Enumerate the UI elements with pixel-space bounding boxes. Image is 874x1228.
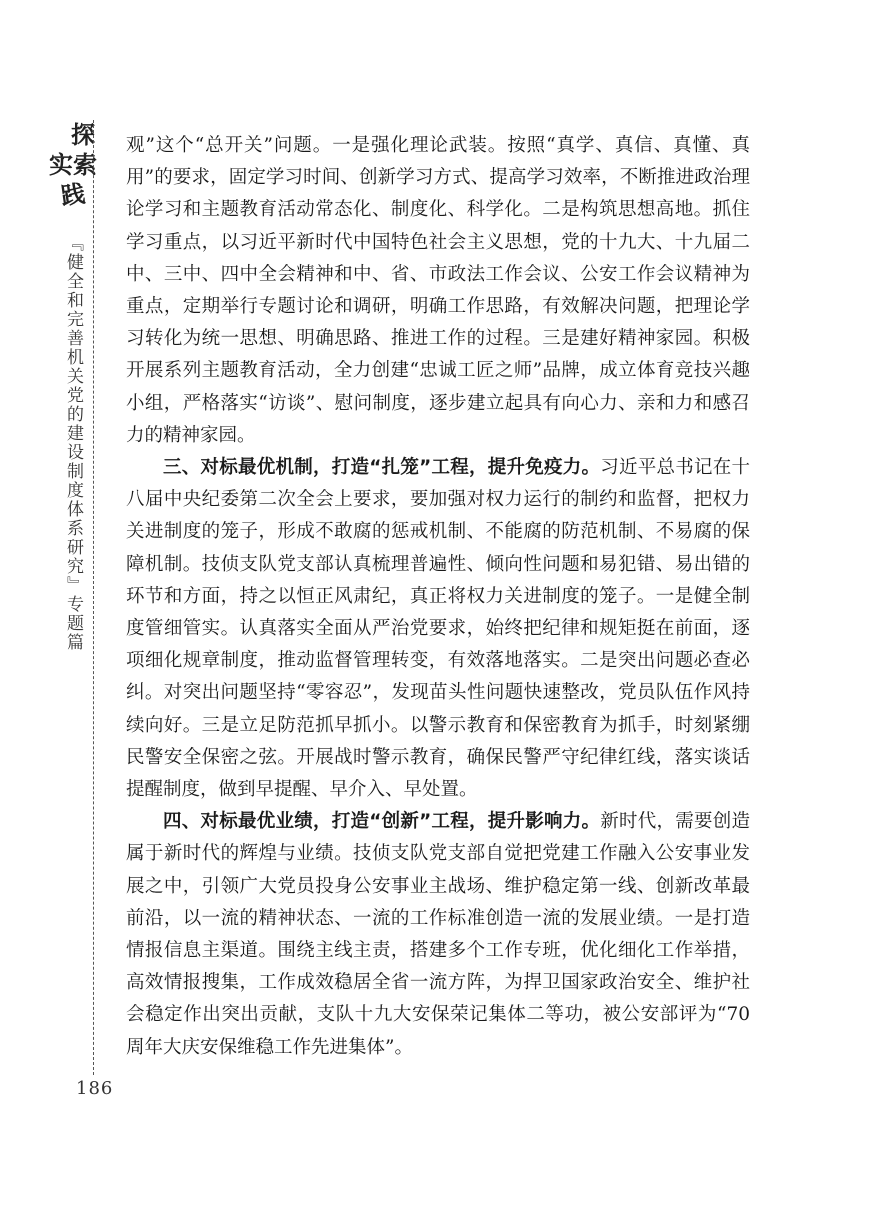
paragraph-text: 新时代，需要创造属于新时代的辉煌与业绩。技侦支队党支部自觉把党建工作融入公安事业发展之中，引领广大党员投身公安事业主战场、维护稳定第一线、创新改革最前沿，以一流的精神状态、一流的工作标准创造一流的发展业绩。一是打造情报信息主渠道。围绕主线主责，搭建多个工作专班，优化细化工作举措，高效情报搜集，工作成效稳居全省一流方阵，为捍卫国家政治安全、维护社会稳定作出突出贡献，支队十九大安保荣记集体二等功，被公安部评为“70 周年大庆安保维稳工作先进集体”。 [126,811,750,1058]
series-title: 『健全和完善机关党的建设制度体系研究』专题篇 [63,234,83,652]
body-text [126,130,750,1064]
sidebar [49,120,97,1080]
paragraph [126,806,750,1064]
divider-line [93,120,94,1075]
logo-char: 实 [49,150,73,179]
logo-char: 践 [59,178,87,211]
paragraph-text: 观”这个“总开关”问题。一是强化理论武装。按照“真学、真信、真懂、真用”的要求，固定学习时间、创新学习方式、提高学习效率，不断推进政治理论学习和主题教育活动常态化、制度化、科学化。二是构筑思想高地。抓住学习重点，以习近平新时代中国特色社会主义思想，党的十九大、十九届二中、三中、四中全会精神和中、省、市政法工作会议、公安工作会议精神为重点，定期举行专题讨论和调研，明确工作思路，有效解决问题，把理论学习转化为统一思想、明确思路、推进工作的过程。三是建好精神家园。积极开展系列主题教育活动，全力创建“忠诚工匠之师”品牌，成立体育竞技兴趣小组，严格落实“访谈”、慰问制度，逐步建立起具有向心力、亲和力和感召力的精神家园。 [126,135,750,446]
logo-char: 探 [71,120,95,149]
paragraph [126,130,750,452]
page-number: 186 [76,1078,114,1099]
section-heading: 三、对标最优机制，打造“扎笼”工程，提升免疫力。 [163,457,601,479]
book-logo [49,120,97,220]
paragraph-text: 习近平总书记在十八届中央纪委第二次全会上要求，要加强对权力运行的制约和监督，把权力关进制度的笼子，形成不敢腐的惩戒机制、不能腐的防范机制、不易腐的保障机制。技侦支队党支部认真梳理普遍性、倾向性问题和易犯错、易出错的环节和方面，持之以恒正风肃纪，真正将权力关进制度的笼子。一是健全制度管细管实。认真落实全面从严治党要求，始终把纪律和规矩挺在前面，逐项细化规章制度，推动监督管理转变，有效落地落实。二是突出问题必查必纠。对突出问题坚持“零容忍”，发现苗头性问题快速整改，党员队伍作风持续向好。三是立足防范抓早抓小。以警示教育和保密教育为抓手，时刻紧绷民警安全保密之弦。开展战时警示教育，确保民警严守纪律红线，落实谈话提醒制度，做到早提醒、早介入、早处置。 [126,457,750,801]
paragraph [126,452,750,806]
logo-char: 索 [73,150,97,179]
section-heading: 四、对标最优业绩，打造“创新”工程，提升影响力。 [163,811,601,833]
